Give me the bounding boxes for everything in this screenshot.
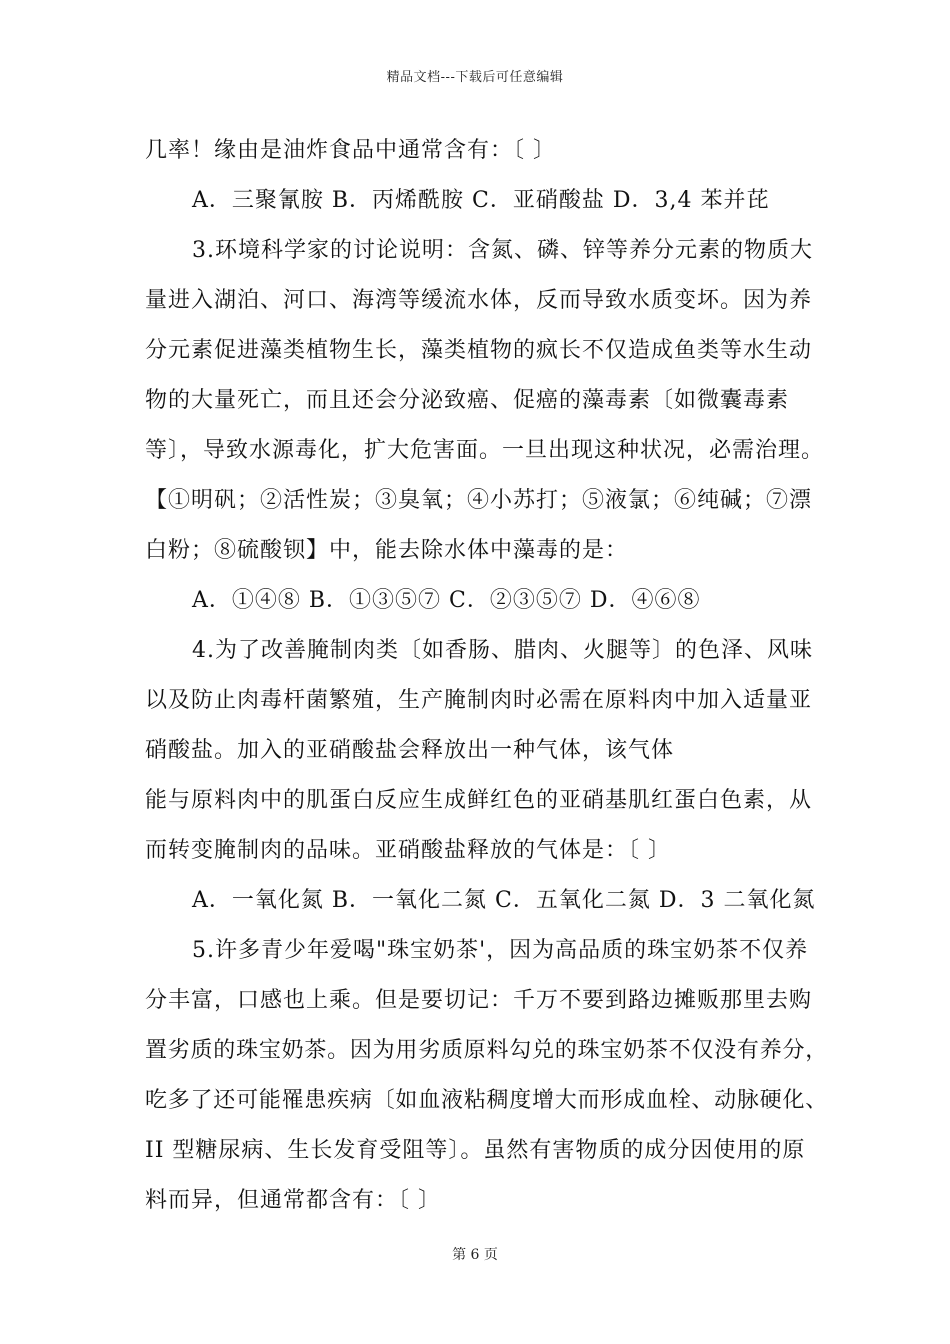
text-line: 白粉；⑧硫酸钡】中，能去除水体中藻毒的是： (145, 538, 629, 563)
text-line: 分元素促进藻类植物生长，藻类植物的疯长不仅造成鱼类等水生动 (145, 338, 813, 363)
page-header: 精品文档---下载后可任意编辑 (386, 70, 564, 85)
page-number: 第 6 页 (452, 1247, 498, 1263)
text-line: 吃多了还可能罹患疾病〔如血液粘稠度增大而形成血栓、动脉硬化、 (145, 1088, 829, 1113)
question-5-start: 5.许多青少年爱喝"珠宝奶茶'，因为高品质的珠宝奶茶不仅养 (192, 938, 809, 963)
text-line: 而转变腌制肉的品味。亚硝酸盐释放的气体是：〔 〕 (145, 838, 671, 863)
text-line: 【①明矾；②活性炭；③臭氧；④小苏打；⑤液氯；⑥纯碱；⑦漂 (145, 488, 813, 513)
question-3-start: 3.环境科学家的讨论说明：含氮、磷、锌等养分元素的物质大 (192, 238, 813, 263)
text-line: 置劣质的珠宝奶茶。因为用劣质原料勾兑的珠宝奶茶不仅没有养分， (145, 1038, 829, 1063)
text-line: II 型糖尿病、生长发育受阻等〕。虽然有害物质的成分因使用的原 (145, 1138, 806, 1163)
text-line: 能与原料肉中的肌蛋白反应生成鲜红色的亚硝基肌红蛋白色素，从 (145, 788, 813, 813)
text-line: 量进入湖泊、河口、海湾等缓流水体，反而导致水质变坏。因为养 (145, 288, 813, 313)
text-line: 几率！缘由是油炸食品中通常含有：〔 〕 (145, 138, 556, 163)
text-line: 分丰富，口感也上乘。但是要切记：千万不要到路边摊贩那里去购 (145, 988, 813, 1013)
answer-options-q4: A．一氧化氮 B．一氧化二氮 C．五氧化二氮 D．3 二氧化氮 (192, 888, 816, 913)
text-line: 以及防止肉毒杆菌繁殖，生产腌制肉时必需在原料肉中加入适量亚 (145, 688, 813, 713)
text-line: 等〕，导致水源毒化，扩大危害面。一旦出现这种状况，必需治理。 (145, 438, 825, 463)
text-line: 料而异，但通常都含有：〔 〕 (145, 1188, 441, 1213)
answer-options-q2: A．三聚氰胺 B．丙烯酰胺 C．亚硝酸盐 D．3,4 苯并芘 (192, 188, 770, 213)
text-line: 硝酸盐。加入的亚硝酸盐会释放出一种气体，该气体 (145, 738, 675, 763)
text-line: 物的大量死亡，而且还会分泌致癌、促癌的藻毒素〔如微囊毒素 (145, 388, 790, 413)
answer-options-q3: A．①④⑧ B．①③⑤⑦ C．②③⑤⑦ D．④⑥⑧ (192, 588, 701, 613)
question-4-start: 4.为了改善腌制肉类〔如香肠、腊肉、火腿等〕的色泽、风味 (192, 638, 813, 663)
